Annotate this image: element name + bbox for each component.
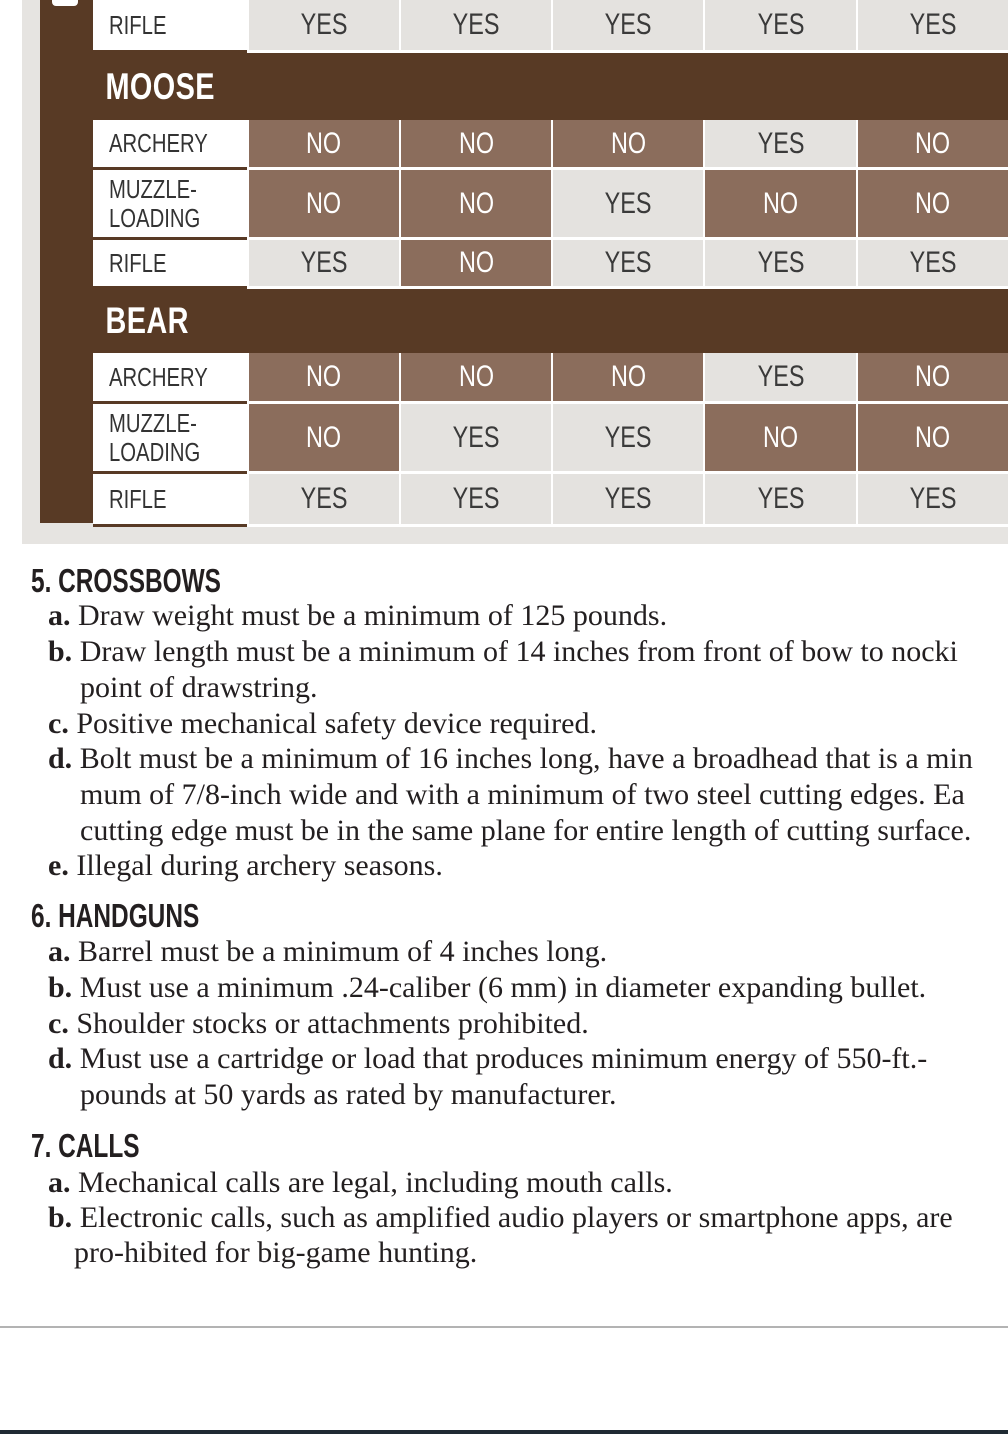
bottom-edge-bar (0, 1430, 1008, 1434)
crossbows-item-b: b. Draw length must be a minimum of 14 inches from front of bow to nocki (48, 635, 958, 668)
row-label: RIFLE (93, 0, 247, 53)
crossbows-item-a: a. Draw weight must be a minimum of 125 pounds. (48, 599, 668, 632)
table-cell: YES (399, 0, 551, 53)
calls-heading: 7. CALLS (31, 1127, 140, 1164)
table-cell: YES (247, 474, 399, 527)
section-header-moose (93, 53, 1008, 120)
sidebar-tab-marker (52, 0, 78, 6)
table-cell: YES (551, 240, 703, 289)
calls-item-b: b. Electronic calls, such as amplified audio players or smartphone apps, are (48, 1201, 953, 1234)
page-divider (0, 1326, 1008, 1328)
table-cell: NO (399, 120, 551, 170)
table-cell: NO (856, 404, 1008, 474)
table-cell: YES (703, 353, 855, 404)
table-cell: YES (703, 0, 855, 53)
table-cell: YES (399, 404, 551, 474)
table-cell: YES (856, 474, 1008, 527)
table-cell: NO (856, 120, 1008, 170)
table-row (93, 240, 1008, 289)
table-cell: YES (247, 0, 399, 53)
section-header-bear (93, 289, 1008, 353)
table-cell: YES (551, 170, 703, 240)
table-row (93, 474, 1008, 527)
crossbows-item-c: c. Positive mechanical safety device required. (48, 707, 597, 740)
table-cell: NO (703, 170, 855, 240)
row-label: RIFLE (93, 474, 247, 527)
hunting-methods-table (93, 0, 1008, 527)
section-title: BEAR (105, 300, 189, 341)
crossbows-item-d: d. Bolt must be a minimum of 16 inches long, have a broadhead that is a min (48, 742, 973, 775)
table-cell: YES (551, 474, 703, 527)
table-cell: YES (247, 240, 399, 289)
table-cell: NO (399, 353, 551, 404)
table-sidebar (40, 0, 93, 523)
table-cell: NO (551, 120, 703, 170)
crossbows-item-d-continued-1: mum of 7/8-inch wide and with a minimum of two steel cutting edges. Ea (80, 778, 965, 811)
table-row (93, 170, 1008, 240)
handguns-item-d: d. Must use a cartridge or load that produces minimum energy of 550-ft.- (48, 1042, 928, 1075)
table-row (93, 404, 1008, 474)
table-cell: YES (856, 240, 1008, 289)
handguns-item-c: c. Shoulder stocks or attachments prohibited. (48, 1007, 589, 1040)
table-cell: YES (703, 120, 855, 170)
handguns-item-b: b. Must use a minimum .24-caliber (6 mm) in diameter expanding bullet. (48, 971, 927, 1004)
table-cell: YES (551, 0, 703, 53)
crossbows-item-e: e. Illegal during archery seasons. (48, 849, 443, 882)
row-label: ARCHERY (93, 353, 247, 404)
table-cell: NO (247, 170, 399, 240)
table-cell: NO (703, 404, 855, 474)
table-cell: YES (703, 474, 855, 527)
table-cell: NO (856, 170, 1008, 240)
calls-item-b-continued: pro-hibited for big-game hunting. (74, 1236, 478, 1269)
row-label: RIFLE (93, 240, 247, 289)
table-cell: NO (399, 240, 551, 289)
table-cell: YES (856, 0, 1008, 53)
table-row (93, 0, 1008, 53)
table-cell: NO (247, 353, 399, 404)
row-label: ARCHERY (93, 120, 247, 170)
table-cell: NO (399, 170, 551, 240)
table-cell: NO (247, 120, 399, 170)
row-label: MUZZLE- LOADING (93, 404, 247, 474)
handguns-heading: 6. HANDGUNS (31, 897, 200, 934)
section-title: MOOSE (105, 65, 215, 107)
table-cell: NO (856, 353, 1008, 404)
crossbows-heading: 5. CROSSBOWS (31, 562, 221, 599)
table-cell: YES (703, 240, 855, 289)
table-row (93, 120, 1008, 170)
table-cell: YES (551, 404, 703, 474)
handguns-item-a: a. Barrel must be a minimum of 4 inches long. (48, 935, 608, 968)
table-cell: NO (247, 404, 399, 474)
table-cell: NO (551, 353, 703, 404)
calls-item-a: a. Mechanical calls are legal, including mouth calls. (48, 1166, 673, 1199)
table-row (93, 353, 1008, 404)
crossbows-item-b-continued: point of drawstring. (80, 671, 318, 704)
row-label: MUZZLE- LOADING (93, 170, 247, 240)
crossbows-item-d-continued-2: cutting edge must be in the same plane for entire length of cutting surface. (80, 814, 972, 847)
handguns-item-d-continued: pounds at 50 yards as rated by manufacturer. (80, 1078, 617, 1111)
table-cell: YES (399, 474, 551, 527)
